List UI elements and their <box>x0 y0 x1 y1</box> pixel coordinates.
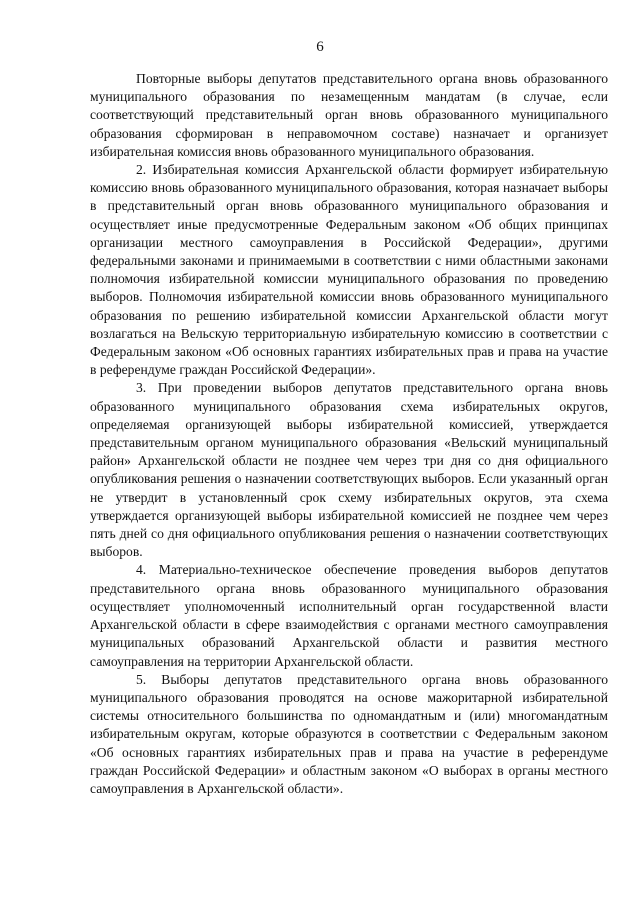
paragraph-5-electoral-system: 5. Выборы депутатов представительного органа вновь образованного муниципального образования проводятся на основе мажоритарной избирательной системы относительного большинства по одномандатным и (или) многомандатным избирательным округам, которые образуются в соответствии с Федеральным законом «Об основных гарантиях избирательных прав и права на участие в референдуме граждан Российской Федерации» и областным законом «О выборах в органы местного самоуправления в Архангельской области». <box>90 671 608 796</box>
paragraph-3-district-scheme: 3. При проведении выборов депутатов представительного органа вновь образованного муниципального образования схема избирательных округов, определяемая организующей выборы избирательной комиссией, утверждается представительным органом муниципального образования «Вельский муниципальный район» Архангельской области не позднее чем через три дня со дня официального опубликования решения о назначении соответствующих выборов. Если указанный орган не утвердит в установленный срок схему избирательных округов, эта схема утверждается организующей выборы избирательной комиссией не позднее чем через пять дней со дня официального опубликования решения о назначении соответствующих выборов. <box>90 380 608 560</box>
document-body <box>90 70 608 798</box>
paragraph-2-commission-formation: 2. Избирательная комиссия Архангельской области формирует избирательную комиссию вновь образованного муниципального образования, которая назначает выборы в представительный орган вновь образованного муниципального образования и осуществляет иные предусмотренные Федеральным законом «Об общих принципах организации местного самоуправления в Российской Федерации», другими федеральными законами и принимаемыми в соответствии с ними областными законами полномочия избирательной комиссии муниципального образования по проведению выборов. Полномочия избирательной комиссии вновь образованного муниципального образования по решению избирательной комиссии Архангельской области могут возлагаться на Вельскую территориальную избирательную комиссию в соответствии с Федеральным законом «Об основных гарантиях избирательных прав и права на участие в референдуме граждан Российской Федерации». <box>90 162 608 378</box>
paragraph-4-material-support: 4. Материально-техническое обеспечение проведения выборов депутатов представительного органа вновь образованного муниципального образования осуществляет уполномоченный исполнительный орган государственной власти Архангельской области в сфере взаимодействия с органами местного самоуправления муниципальных образований Архангельской области и развития местного самоуправления на территории Архангельской области. <box>90 562 608 669</box>
paragraph-repeat-elections: Повторные выборы депутатов представительного органа вновь образованного муниципального образования по незамещенным мандатам (в случае, если соответствующий представительный орган вновь образованного муниципального образования сформирован в неправомочном составе) назначает и организует избирательная комиссия вновь образованного муниципального образования. <box>90 71 608 159</box>
page-number: 6 <box>316 39 324 55</box>
